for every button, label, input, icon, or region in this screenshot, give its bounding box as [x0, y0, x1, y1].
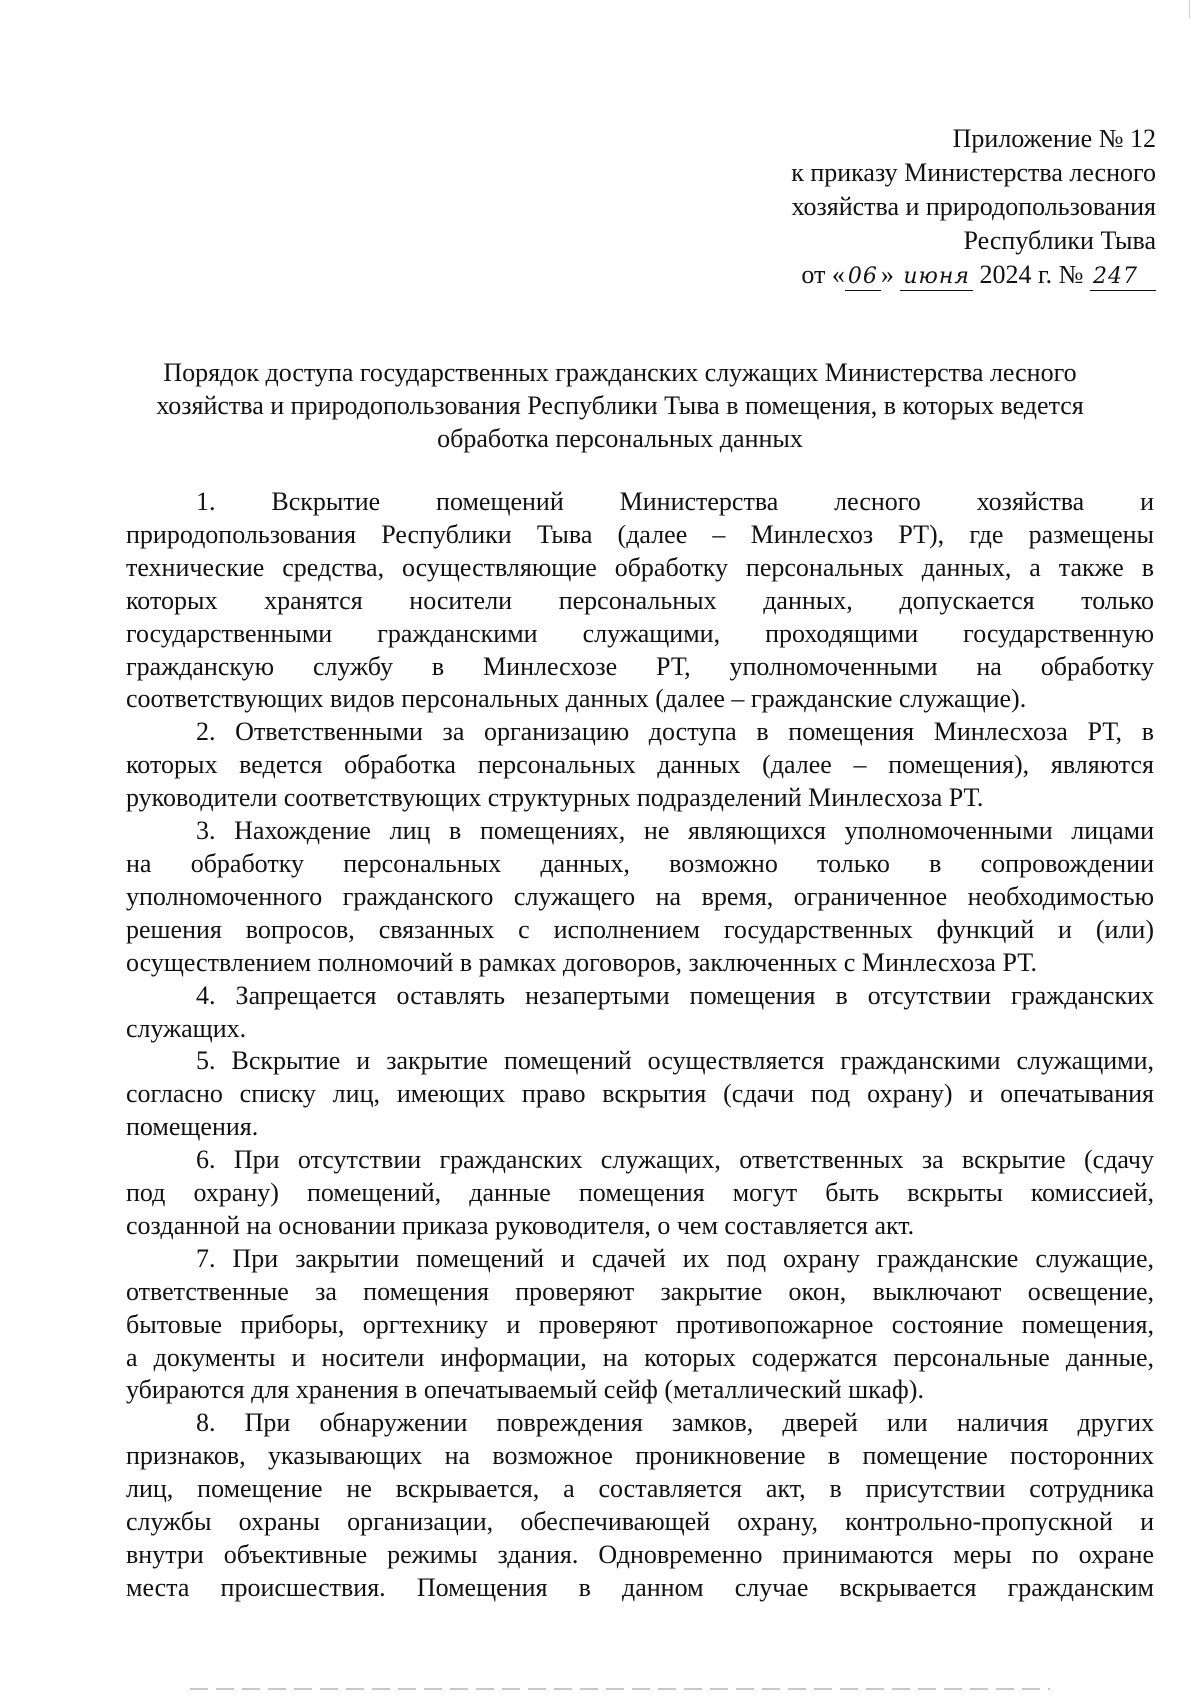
title-line-2: хозяйства и природопользования Республики Тыва в помещения, в которых ведется — [156, 391, 1084, 420]
title-line-1: Порядок доступа государственных гражданских служащих Министерства лесного — [163, 358, 1077, 387]
paragraph-line: решения вопросов, связанных с исполнением государственных функций и (или) — [126, 914, 1154, 944]
paragraph-line: службы охраны организации, обеспечивающей охрану, контрольно-пропускной и — [126, 1507, 1154, 1537]
paragraph-line: 6. При отсутствии гражданских служащих, ответственных за вскрытие (сдачу — [196, 1145, 1154, 1175]
date-day-handwritten: 06 — [845, 264, 881, 291]
date-year: 2024 г. № — [979, 260, 1084, 289]
paragraph-line: бытовые приборы, оргтехнику и проверяют противопожарное состояние помещения, — [126, 1309, 1154, 1339]
paragraph-line: технические средства, осуществляющие обработку персональных данных, а также в — [126, 552, 1154, 582]
paragraph-line: гражданскую службу в Минлесхозе РТ, уполномоченными на обработку — [126, 651, 1154, 681]
paragraph-4 — [126, 980, 1154, 1046]
paragraph-line: которых хранятся носители персональных данных, допускается только — [126, 585, 1154, 615]
appendix-header — [696, 122, 1156, 292]
paragraph-line: 3. Нахождение лиц в помещениях, не являющихся уполномоченными лицами — [196, 816, 1154, 846]
paragraph-line: осуществлением полномочий в рамках договоров, заключенных с Минлесхоза РТ. — [126, 947, 1038, 977]
paragraph-line: под охрану) помещений, данные помещения могут быть вскрыты комиссией, — [126, 1178, 1154, 1208]
paragraph-line: 5. Вскрытие и закрытие помещений осуществляется гражданскими служащими, — [196, 1046, 1154, 1076]
document-title — [100, 356, 1140, 455]
paragraph-line: места происшествия. Помещения в данном случае вскрывается гражданским — [126, 1572, 1154, 1602]
appendix-order-ref: к приказу Министерства лесного — [791, 158, 1156, 187]
scan-bottom-artifact — [190, 1688, 1050, 1690]
paragraph-2 — [126, 716, 1154, 815]
paragraph-line: созданной на основании приказа руководителя, о чем составляется акт. — [126, 1210, 915, 1240]
paragraph-line: природопользования Республики Тыва (далее – Минлесхоз РТ), где размещены — [126, 519, 1154, 549]
paragraph-line: государственными гражданскими служащими, проходящими государственную — [126, 618, 1154, 648]
appendix-republic: Республики Тыва — [963, 226, 1156, 255]
paragraph-7 — [126, 1243, 1154, 1408]
paragraph-line: на обработку персональных данных, возможно только в сопровождении — [126, 848, 1154, 878]
paragraph-1 — [126, 486, 1154, 716]
paragraph-line: внутри объективные режимы здания. Одновременно принимаются меры по охране — [126, 1540, 1154, 1569]
paragraph-line: признаков, указывающих на возможное проникновение в помещение посторонних — [126, 1441, 1154, 1471]
paragraph-line: 4. Запрещается оставлять незапертыми помещения в отсутствии гражданских — [196, 980, 1154, 1010]
date-month-handwritten: июня — [900, 264, 973, 291]
paragraph-line: убираются для хранения в опечатываемый сейф (металлический шкаф). — [126, 1375, 924, 1405]
paragraph-line: помещения. — [126, 1112, 259, 1142]
date-prefix: от « — [801, 260, 845, 289]
paragraph-line: 7. При закрытии помещений и сдачей их под охрану гражданские служащие, — [196, 1243, 1154, 1273]
paragraph-line: служащих. — [126, 1013, 247, 1043]
paragraph-3 — [126, 815, 1154, 980]
paragraph-line: согласно списку лиц, имеющих право вскрытия (сдачи под охрану) и опечатывания — [126, 1079, 1154, 1109]
paragraph-line: лиц, помещение не вскрывается, а составляется акт, в присутствии сотрудника — [126, 1474, 1154, 1504]
paragraph-5 — [126, 1045, 1154, 1144]
date-mid: » — [880, 260, 894, 289]
document-body — [126, 486, 1154, 1605]
paragraph-line: руководители соответствующих структурных подразделений Минлесхоза РТ. — [126, 783, 984, 813]
paragraph-line: которых ведется обработка персональных данных (далее – помещения), являются — [126, 750, 1154, 780]
paragraph-8 — [126, 1407, 1154, 1604]
scan-edge-mark — [1189, 0, 1190, 18]
paragraph-line: 2. Ответственными за организацию доступа в помещения Минлесхоза РТ, в — [196, 717, 1154, 747]
appendix-ministry: хозяйства и природопользования — [791, 192, 1156, 221]
paragraph-6 — [126, 1144, 1154, 1243]
order-number-handwritten: 247 — [1090, 264, 1156, 291]
appendix-number: Приложение № 12 — [952, 124, 1156, 153]
paragraph-line: 1. Вскрытие помещений Министерства лесного хозяйства и — [196, 487, 1154, 516]
paragraph-line: а документы и носители информации, на которых содержатся персональные данные, — [126, 1342, 1154, 1372]
appendix-date-line — [696, 258, 1156, 292]
paragraph-line: уполномоченного гражданского служащего на время, ограниченное необходимостью — [126, 881, 1154, 911]
paragraph-line: ответственные за помещения проверяют закрытие окон, выключают освещение, — [126, 1276, 1154, 1306]
title-line-3: обработка персональных данных — [437, 424, 803, 453]
paragraph-line: соответствующих видов персональных данных (далее – гражданские служащие). — [126, 684, 1027, 714]
paragraph-line: 8. При обнаружении повреждения замков, дверей или наличия других — [196, 1408, 1154, 1438]
